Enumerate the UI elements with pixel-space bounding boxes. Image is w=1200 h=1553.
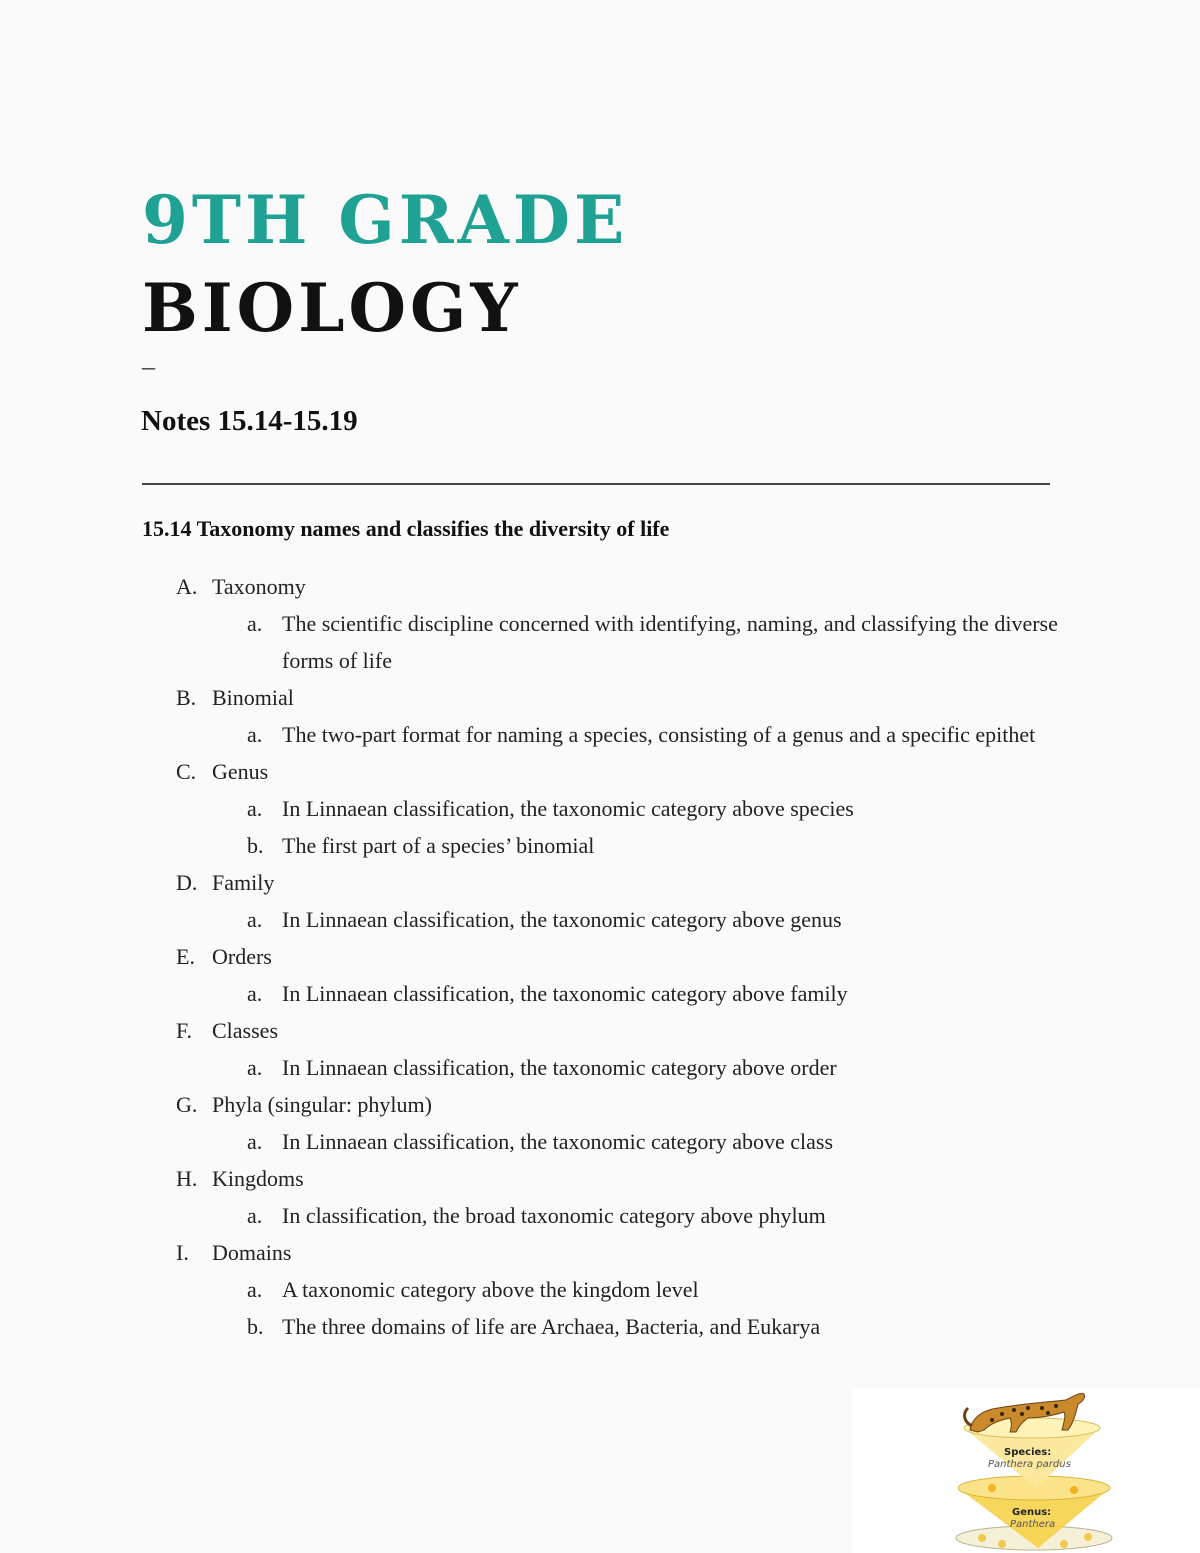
outline-definition <box>0 975 1200 1012</box>
definition-marker: a. <box>247 1055 263 1080</box>
outline-item <box>0 1086 1200 1123</box>
definition-text: In Linnaean classification, the taxonomic category above genus <box>282 907 842 932</box>
outline-definition <box>0 901 1200 938</box>
outline-item-marker: H. <box>176 1166 198 1191</box>
outline-item <box>0 1012 1200 1049</box>
genus-name: Panthera <box>1010 1519 1056 1530</box>
disc-dot <box>978 1534 986 1542</box>
outline-item-marker: I. <box>176 1240 189 1265</box>
outline-term: Orders <box>212 944 272 969</box>
definition-marker: b. <box>247 833 264 858</box>
outline-item-marker: D. <box>176 870 198 895</box>
outline-definition <box>0 1049 1200 1086</box>
outline-term: Family <box>212 870 275 895</box>
species-name: Panthera pardus <box>988 1459 1071 1470</box>
definition-marker: b. <box>247 1314 264 1339</box>
definition-text: The first part of a species’ binomial <box>282 833 595 858</box>
definition-marker: a. <box>247 1277 263 1302</box>
notes-subtitle: Notes 15.14-15.19 <box>141 405 358 437</box>
outline-term: Kingdoms <box>212 1166 304 1191</box>
definition-text: In Linnaean classification, the taxonomic category above species <box>282 796 854 821</box>
definition-text: In Linnaean classification, the taxonomic category above class <box>282 1129 834 1154</box>
definition-text: A taxonomic category above the kingdom level <box>282 1277 699 1302</box>
outline-item-marker: C. <box>176 759 197 784</box>
horizontal-rule <box>142 483 1050 485</box>
definition-marker: a. <box>247 907 263 932</box>
outline-item <box>0 1160 1200 1197</box>
outline-term: Binomial <box>212 685 294 710</box>
taxonomy-funnel-illustration <box>852 1388 1200 1553</box>
definition-marker: a. <box>247 1129 263 1154</box>
outline-definition <box>0 790 1200 827</box>
outline-definition <box>0 1271 1200 1308</box>
outline-term: Phyla (singular: phylum) <box>212 1092 432 1117</box>
disc-dot <box>1060 1540 1068 1548</box>
outline-term: Domains <box>212 1240 292 1265</box>
outline-item <box>0 938 1200 975</box>
definition-marker: a. <box>247 722 263 747</box>
outline-definition <box>0 716 1200 753</box>
definition-marker: a. <box>247 611 263 636</box>
outline-item-marker: G. <box>176 1092 198 1117</box>
definition-text: In Linnaean classification, the taxonomic category above family <box>282 981 848 1006</box>
outline-definition <box>0 605 1200 679</box>
outline-item <box>0 568 1200 605</box>
definition-text: The two-part format for naming a species, consisting of a genus and a specific epithet <box>282 722 1036 747</box>
outline-definition <box>0 1308 1200 1345</box>
disc-dot <box>1084 1533 1092 1541</box>
genus-label: Genus: <box>1012 1507 1052 1518</box>
taxonomy-figure <box>852 1388 1200 1553</box>
species-label: Species: <box>1004 1447 1052 1458</box>
definition-marker: a. <box>247 1203 263 1228</box>
definition-text: In classification, the broad taxonomic category above phylum <box>282 1203 826 1228</box>
disc-dot <box>998 1540 1006 1548</box>
disc-dot <box>988 1484 996 1492</box>
title-subject: BIOLOGY <box>142 269 522 347</box>
outline-item <box>0 864 1200 901</box>
outline-term: Taxonomy <box>212 574 306 599</box>
definition-marker: a. <box>247 796 263 821</box>
definition-marker: a. <box>247 981 263 1006</box>
outline-item-marker: F. <box>176 1018 192 1043</box>
definition-text: The scientific discipline concerned with identifying, naming, and classifying the diverse forms of life <box>282 611 1058 673</box>
outline-definition <box>0 827 1200 864</box>
outline-definition <box>0 1197 1200 1234</box>
outline-term: Classes <box>212 1018 278 1043</box>
outline-term: Genus <box>212 759 269 784</box>
outline-definition <box>0 1123 1200 1160</box>
title-grade: 9TH GRADE <box>142 181 629 259</box>
outline-list <box>0 568 1200 1345</box>
title-dash: – <box>142 352 155 381</box>
disc-dot <box>1070 1486 1078 1494</box>
section-heading: 15.14 Taxonomy names and classifies the diversity of life <box>142 516 670 541</box>
definition-text: The three domains of life are Archaea, Bacteria, and Eukarya <box>282 1314 821 1339</box>
outline-item-marker: A. <box>176 574 198 599</box>
outline-item <box>0 753 1200 790</box>
outline-item <box>0 679 1200 716</box>
outline-item <box>0 1234 1200 1271</box>
outline-item-marker: B. <box>176 685 197 710</box>
outline-item-marker: E. <box>176 944 195 969</box>
definition-text: In Linnaean classification, the taxonomic category above order <box>282 1055 837 1080</box>
